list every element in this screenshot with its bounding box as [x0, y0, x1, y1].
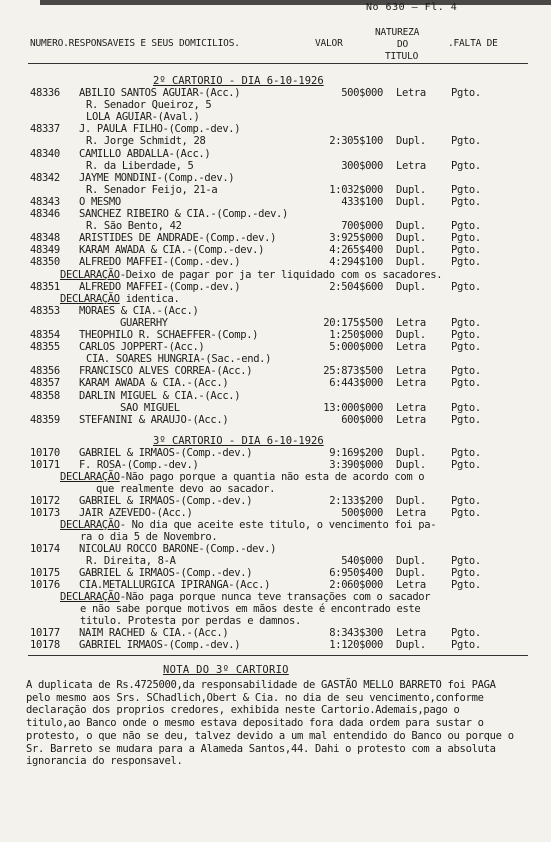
- entry-text: DARLIN MIGUEL & CIA.-(Acc.): [79, 389, 241, 402]
- entry-text: SANCHEZ RIBEIRO & CIA.-(Comp.-dev.): [79, 208, 289, 220]
- entry-number: 10177: [30, 627, 60, 639]
- entry-falta: Pgto.: [451, 507, 481, 519]
- entry-text: que realmente devo ao sacador.: [96, 483, 276, 495]
- entry-number: 48359: [30, 413, 60, 426]
- entry-valor: 25:873$500: [323, 365, 383, 378]
- entry-text: titulo. Protesta por perdas e damnos.: [80, 615, 301, 627]
- scan-top-edge: [40, 0, 551, 5]
- entry-valor: 500$000: [341, 87, 383, 99]
- entry-falta: Pgto.: [451, 627, 481, 639]
- entry-falta: Pgto.: [451, 413, 481, 426]
- entry-number: 10173: [30, 507, 60, 519]
- entry-natureza: Letra: [396, 365, 426, 378]
- entry-number: 48349: [30, 244, 60, 257]
- entry-number: 48353: [30, 304, 60, 317]
- entry-natureza: Dupl.: [396, 329, 426, 341]
- entry-falta: Pgto.: [451, 447, 481, 459]
- nota-divider: [28, 655, 528, 656]
- entry-text: ALFREDO MAFFEI-(Comp.-dev.): [79, 280, 241, 293]
- entry-text: FRANCISCO ALVES CORREA-(Acc.): [79, 365, 253, 378]
- entry-natureza: Dupl.: [396, 447, 426, 459]
- entry-text: F. ROSA-(Comp.-dev.): [79, 459, 199, 471]
- entry-text: GABRIEL & IRMAOS-(Comp.-dev.): [79, 495, 253, 507]
- nota-title: NOTA DO 3º CARTORIO: [163, 664, 289, 676]
- entry-falta: Pgto.: [451, 639, 481, 651]
- section-title: 3º CARTORIO - DIA 6-10-1926: [153, 435, 324, 447]
- entry-number: 48336: [30, 87, 60, 99]
- entry-text: JAIR AZEVEDO-(Acc.): [79, 507, 193, 519]
- entry-natureza: Letra: [396, 316, 426, 329]
- entry-valor: 2:305$100: [329, 135, 383, 148]
- entry-falta: Pgto.: [451, 220, 481, 233]
- entry-valor: 1:250$000: [329, 329, 383, 341]
- entry-natureza: Dupl.: [396, 232, 426, 245]
- entry-text: e não sabe porque motivos em mãos deste é encontrado este: [80, 603, 421, 615]
- entry-text: ra o dia 5 de Novembro.: [80, 531, 218, 543]
- entry-number: 48343: [30, 195, 60, 208]
- entry-falta: Pgto.: [451, 401, 481, 414]
- section-title: 2º CARTORIO - DIA 6-10-1926: [153, 75, 324, 87]
- entry-text: CIA. SOARES HUNGRIA-(Sac.-end.): [86, 353, 272, 366]
- entry-text: GABRIEL IRMAOS-(Comp.-dev.): [79, 639, 241, 651]
- entry-text: CIA.METALLURGICA IPIRANGA-(Acc.): [79, 579, 271, 591]
- header-natureza-3: TITULO: [385, 51, 419, 62]
- entry-natureza: Dupl.: [396, 280, 426, 293]
- entry-natureza: Letra: [396, 579, 426, 591]
- entry-valor: 500$000: [341, 507, 383, 519]
- entry-text: KARAM AWADA & CIA.-(Acc.): [79, 377, 229, 390]
- entry-text: J. PAULA FILHO-(Comp.-dev.): [79, 123, 241, 136]
- entry-falta: Pgto.: [451, 316, 481, 329]
- entry-number: 10170: [30, 447, 60, 459]
- entry-natureza: Letra: [396, 627, 426, 639]
- entry-falta: Pgto.: [451, 87, 481, 99]
- declaration-text: DECLARAÇÃO-Deixo de pagar por ja ter liquidado com os sacadores.: [60, 268, 443, 281]
- entry-natureza: Letra: [396, 159, 426, 172]
- entry-natureza: Letra: [396, 377, 426, 390]
- entry-falta: Pgto.: [451, 495, 481, 507]
- entry-natureza: Dupl.: [396, 256, 426, 269]
- entry-natureza: Dupl.: [396, 459, 426, 471]
- entry-valor: 4:294$100: [329, 256, 383, 269]
- entry-text: R. Senador Queiroz, 5: [86, 99, 212, 112]
- entry-falta: Pgto.: [451, 195, 481, 208]
- entry-natureza: Letra: [396, 341, 426, 354]
- entry-number: 48351: [30, 280, 60, 293]
- page-number: No 630 — Fl. 4: [366, 2, 458, 13]
- entry-falta: Pgto.: [451, 567, 481, 579]
- declaration-text: DECLARAÇÃO-Não paga porque nunca teve transações com o sacador: [60, 591, 431, 603]
- header-falta: .FALTA DE: [448, 38, 498, 49]
- header-divider: [28, 63, 528, 64]
- entry-number: 10175: [30, 567, 60, 579]
- entry-number: 48348: [30, 232, 60, 245]
- entry-valor: 433$100: [341, 195, 383, 208]
- entry-natureza: Dupl.: [396, 183, 426, 196]
- entry-falta: Pgto.: [451, 244, 481, 257]
- entry-number: 10171: [30, 459, 60, 471]
- entry-number: 48342: [30, 171, 60, 184]
- entry-text: MORAES & CIA.-(Acc.): [79, 304, 199, 317]
- entry-number: 10178: [30, 639, 60, 651]
- entry-natureza: Dupl.: [396, 220, 426, 233]
- entry-falta: Pgto.: [451, 256, 481, 269]
- entry-falta: Pgto.: [451, 183, 481, 196]
- entry-valor: 300$000: [341, 159, 383, 172]
- entry-valor: 1:032$000: [329, 183, 383, 196]
- entry-number: 10174: [30, 543, 60, 555]
- header-natureza-1: NATUREZA: [375, 27, 420, 38]
- entry-natureza: Letra: [396, 413, 426, 426]
- entry-natureza: Dupl.: [396, 567, 426, 579]
- entry-falta: Pgto.: [451, 280, 481, 293]
- entry-text: ARISTIDES DE ANDRADE-(Comp.-dev.): [79, 232, 277, 245]
- entry-number: 48356: [30, 365, 60, 378]
- entry-falta: Pgto.: [451, 579, 481, 591]
- entry-text: STEFANINI & ARAUJO-(Acc.): [79, 413, 229, 426]
- header-valor: VALOR: [315, 38, 343, 49]
- entry-falta: Pgto.: [451, 329, 481, 341]
- entry-text: GUARERHY: [120, 316, 168, 329]
- entry-falta: Pgto.: [451, 555, 481, 567]
- entry-falta: Pgto.: [451, 232, 481, 245]
- entry-valor: 8:343$300: [329, 627, 383, 639]
- entry-valor: 6:443$000: [329, 377, 383, 390]
- entry-number: 10172: [30, 495, 60, 507]
- entry-text: SAO MIGUEL: [120, 401, 180, 414]
- entry-text: R. São Bento, 42: [86, 220, 182, 233]
- header-numero: NUMERO.RESPONSAVEIS E SEUS DOMICILIOS.: [30, 38, 240, 49]
- entry-number: 48337: [30, 123, 60, 136]
- entry-text: R. Direita, 8-A: [86, 555, 176, 567]
- entry-valor: 600$000: [341, 413, 383, 426]
- entry-falta: Pgto.: [451, 341, 481, 354]
- entry-text: CAMILLO ABDALLA-(Acc.): [79, 147, 211, 160]
- entry-text: GABRIEL & IRMAOS-(Comp.-dev.): [79, 447, 253, 459]
- entry-valor: 2:060$000: [329, 579, 383, 591]
- entry-falta: Pgto.: [451, 377, 481, 390]
- entry-valor: 2:504$600: [329, 280, 383, 293]
- entry-falta: Pgto.: [451, 159, 481, 172]
- entry-valor: 20:175$500: [323, 316, 383, 329]
- entry-text: R. da Liberdade, 5: [86, 159, 194, 172]
- entry-natureza: Dupl.: [396, 495, 426, 507]
- entry-valor: 700$000: [341, 220, 383, 233]
- entry-number: 10176: [30, 579, 60, 591]
- entry-text: R. Jorge Schmidt, 28: [86, 135, 206, 148]
- entry-natureza: Dupl.: [396, 195, 426, 208]
- entry-text: O MESMO: [79, 195, 121, 208]
- entry-text: GABRIEL & IRMAOS-(Comp.-dev.): [79, 567, 253, 579]
- entry-natureza: Dupl.: [396, 639, 426, 651]
- entry-natureza: Letra: [396, 507, 426, 519]
- entry-valor: 2:133$200: [329, 495, 383, 507]
- entry-text: ABILIO SANTOS AGUIAR-(Acc.): [79, 87, 241, 99]
- entry-natureza: Dupl.: [396, 135, 426, 148]
- entry-number: 48350: [30, 256, 60, 269]
- nota-text: A duplicata de Rs.4725000,da responsabilidade de GASTÃO MELLO BARRETO foi PAGA pelo mesmo aos Srs. SChadlich,Obert & Cia. no dia de seu vencimento,conforme declaração dos proprios credores, exhibida neste Cartorio.Ademais,pago o titulo,ao Banco onde o mesmo estava depositado fora dada ordem para sustar o protesto, o que não se deu, talvez devido a um mal entendido do Banco ou porque o Sr. Barreto se mudara para a Alameda Santos,44. Dahi o protesto com a absoluta ignorancia do responsavel.: [26, 679, 514, 768]
- entry-natureza: Dupl.: [396, 555, 426, 567]
- declaration-text: DECLARAÇÃO- No dia que aceite este titulo, o vencimento foi pa-: [60, 519, 437, 531]
- declaration-text: DECLARAÇÃO-Não pago porque a quantia não esta de acordo com o: [60, 471, 425, 483]
- entry-number: 48340: [30, 147, 60, 160]
- entry-valor: 4:265$400: [329, 244, 383, 257]
- entry-text: LOLA AGUIAR-(Aval.): [86, 111, 200, 124]
- entry-text: ALFREDO MAFFEI-(Comp.-dev.): [79, 256, 241, 269]
- entry-text: R. Senador Feijo, 21-a: [86, 183, 218, 196]
- entry-valor: 5:000$000: [329, 341, 383, 354]
- entry-valor: 540$000: [341, 555, 383, 567]
- entry-natureza: Dupl.: [396, 244, 426, 257]
- entry-falta: Pgto.: [451, 135, 481, 148]
- entry-text: KARAM AWADA & CIA.-(Comp.-dev.): [79, 244, 265, 257]
- entry-number: 48346: [30, 208, 60, 220]
- entry-valor: 6:950$400: [329, 567, 383, 579]
- entry-valor: 3:390$000: [329, 459, 383, 471]
- header-natureza-2: DO: [397, 39, 409, 50]
- entry-number: 48355: [30, 341, 60, 354]
- entry-valor: 13:000$000: [323, 401, 383, 414]
- entry-valor: 9:169$200: [329, 447, 383, 459]
- entry-falta: Pgto.: [451, 365, 481, 378]
- entry-number: 48358: [30, 389, 60, 402]
- entry-valor: 1:120$000: [329, 639, 383, 651]
- entry-natureza: Letra: [396, 401, 426, 414]
- entry-number: 48354: [30, 329, 60, 341]
- entry-text: NICOLAU ROCCO BARONE-(Comp.-dev.): [79, 543, 277, 555]
- entry-number: 48357: [30, 377, 60, 390]
- entry-valor: 3:925$000: [329, 232, 383, 245]
- entry-text: CARLOS JOPPERT-(Acc.): [79, 341, 205, 354]
- entry-falta: Pgto.: [451, 459, 481, 471]
- entry-text: JAYME MONDINI-(Comp.-dev.): [79, 171, 235, 184]
- entry-text: THEOPHILO R. SCHAEFFER-(Comp.): [79, 329, 259, 341]
- declaration-text: DECLARAÇÃO identica.: [60, 292, 180, 305]
- entry-natureza: Letra: [396, 87, 426, 99]
- entry-text: NAIM RACHED & CIA.-(Acc.): [79, 627, 229, 639]
